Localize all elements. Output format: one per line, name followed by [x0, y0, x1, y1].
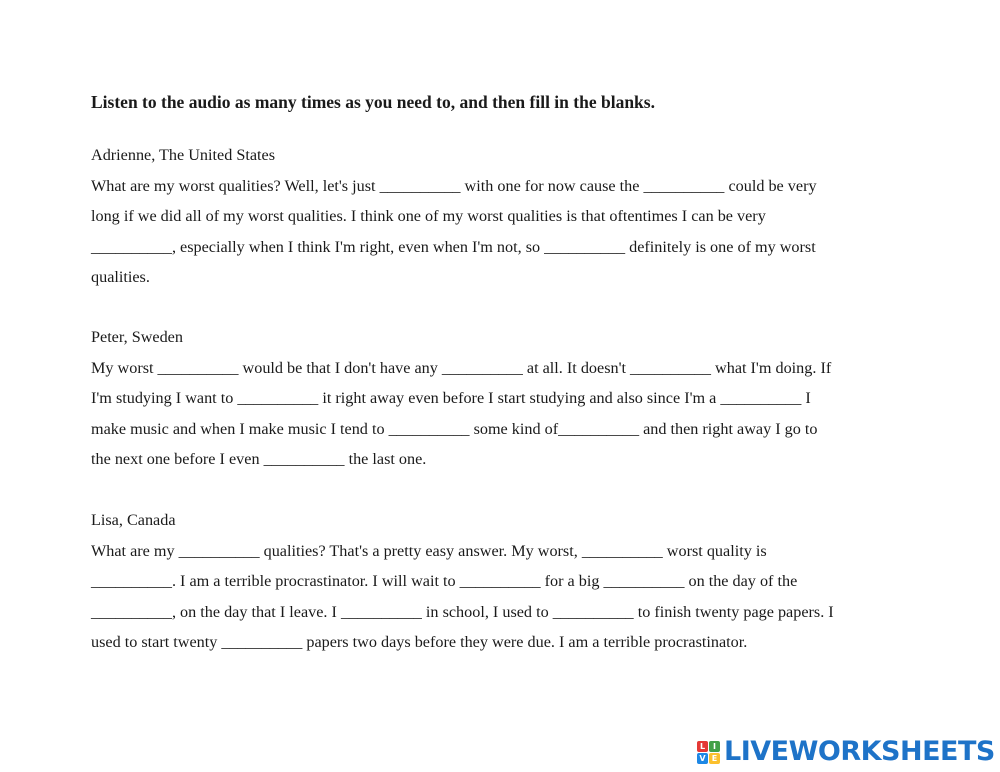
text-line: long if we did all of my worst qualities. I think one of my worst qualities is that oftentimes I can be very: [91, 207, 766, 226]
text-line: used to start twenty __________ papers two days before they were due. I am a terrible procrastinator.: [91, 633, 748, 652]
text-line: __________, especially when I think I'm right, even when I'm not, so __________ definitely is one of my worst: [91, 237, 816, 256]
speaker-label: Lisa, Canada: [91, 511, 176, 529]
liveworksheets-logo: [697, 737, 995, 767]
text-line: __________. I am a terrible procrastinator. I will wait to __________ for a big __________ on the day of the: [91, 572, 798, 591]
liveworksheets-logo-icon: [697, 741, 720, 764]
text-line: qualities.: [91, 268, 150, 287]
logo-letter-i: I: [709, 741, 720, 752]
instruction-heading: Listen to the audio as many times as you need to, and then fill in the blanks.: [91, 92, 655, 112]
text-line: My worst __________ would be that I don't have any __________ at all. It doesn't __________ what I'm doing. If: [91, 358, 832, 377]
text-line: __________, on the day that I leave. I __________ in school, I used to __________ to finish twenty page papers. I: [91, 602, 834, 621]
section-peter: [91, 322, 921, 475]
text-line: What are my worst qualities? Well, let's just __________ with one for now cause the __________ could be very: [91, 176, 817, 195]
text-line: make music and when I make music I tend to __________ some kind of__________ and then right away I go to: [91, 419, 818, 438]
speaker-label: Peter, Sweden: [91, 328, 183, 346]
logo-letter-e: E: [709, 753, 720, 764]
text-line: the next one before I even __________ the last one.: [91, 450, 427, 469]
speaker-label: Adrienne, The United States: [91, 146, 276, 164]
section-adrienne: [91, 140, 921, 293]
section-lisa: [91, 505, 921, 658]
logo-letter-l: L: [697, 741, 708, 752]
logo-text: LIVEWORKSHEETS: [724, 736, 995, 767]
text-line: What are my __________ qualities? That's a pretty easy answer. My worst, __________ worst quality is: [91, 541, 767, 560]
logo-letter-v: V: [697, 753, 708, 764]
text-line: I'm studying I want to __________ it right away even before I start studying and also since I'm a __________ I: [91, 389, 811, 408]
